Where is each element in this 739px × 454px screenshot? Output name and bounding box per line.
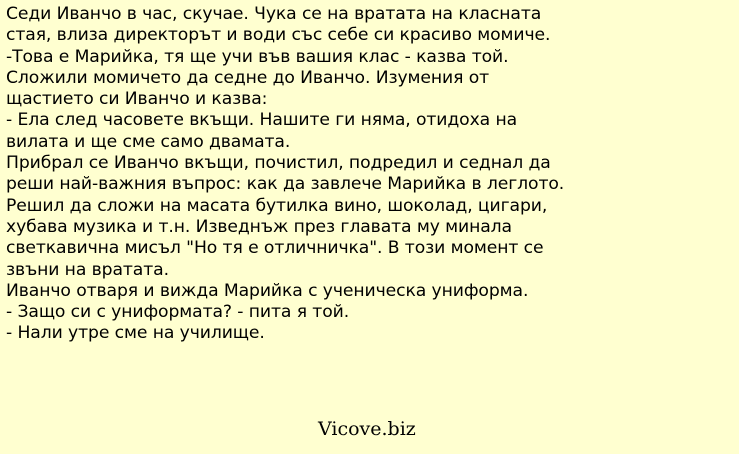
- joke-line: хубава музика и т.н. Изведнъж през главата му минала: [6, 216, 512, 237]
- joke-line: звъни на вратата.: [6, 259, 169, 280]
- joke-line: вилата и ще сме само двамата.: [6, 131, 291, 152]
- joke-line: Сложили момичето да седне до Иванчо. Изумения от: [6, 67, 490, 88]
- joke-line: Прибрал се Иванчо вкъщи, почистил, подредил и седнал да: [6, 153, 551, 174]
- joke-line: - Нали утре сме на училище.: [6, 323, 265, 344]
- site-watermark: Vicove.biz: [318, 418, 416, 440]
- joke-line: Решил да сложи на масата бутилка вино, шоколад, цигари,: [6, 195, 548, 216]
- joke-text: [6, 4, 734, 345]
- joke-line: Седи Иванчо в час, скучае. Чука се на вратата на класната: [6, 4, 542, 24]
- joke-line: - Защо си с униформата? - пита я той.: [6, 302, 350, 323]
- joke-line: стая, влиза директорът и води със себе си красиво момиче.: [6, 25, 551, 46]
- joke-line: -Това е Марийка, тя ще учи във вашия клас - казва той.: [6, 46, 509, 67]
- joke-line: Иванчо отваря и вижда Марийка с ученическа униформа.: [6, 280, 529, 301]
- joke-line: светкавична мисъл "Но тя е отличничка". В този момент се: [6, 238, 544, 259]
- joke-line: щастието си Иванчо и казва:: [6, 89, 268, 110]
- joke-line: - Ела след часовете вкъщи. Нашите ги няма, отидоха на: [6, 110, 518, 131]
- joke-line: реши най-важния въпрос: как да завлече Марийка в леглото.: [6, 174, 565, 195]
